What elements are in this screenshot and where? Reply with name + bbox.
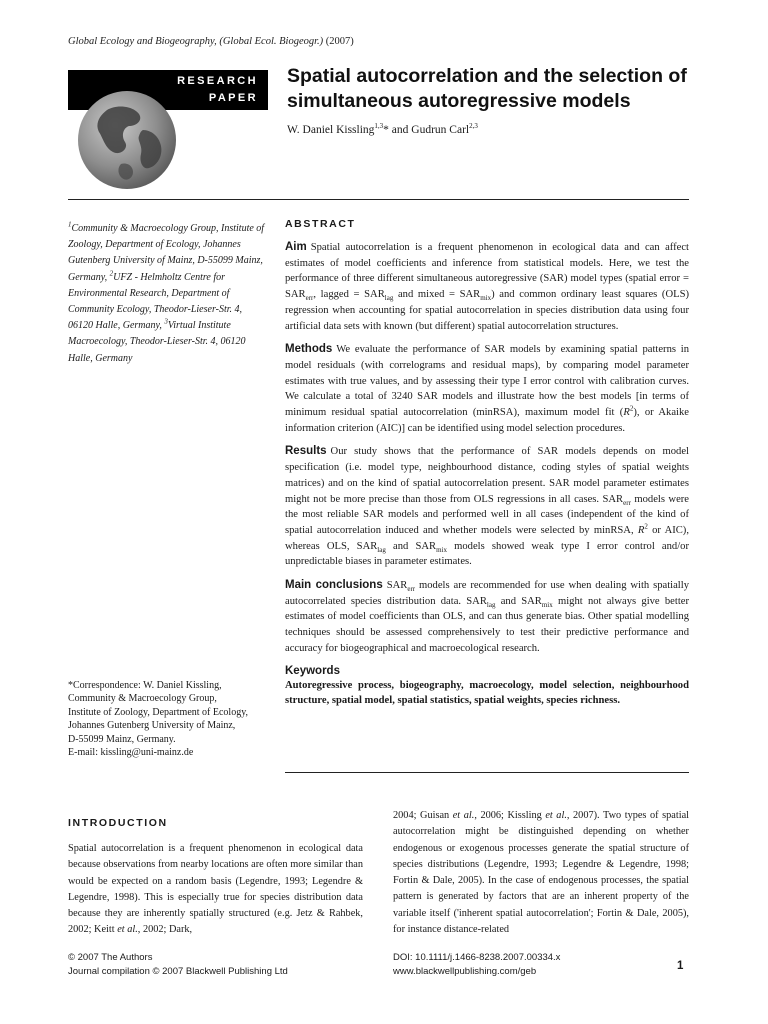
abstract-conclusions bbox=[285, 578, 689, 657]
correspondence-line: D-55099 Mainz, Germany. bbox=[68, 733, 176, 745]
author-conjunction: and bbox=[388, 124, 412, 136]
page-number: 1 bbox=[677, 960, 684, 972]
doi-text: DOI: 10.1111/j.1466-8238.2007.00334.x bbox=[393, 952, 561, 963]
correspondence-block bbox=[68, 679, 268, 759]
badge-line-1: RESEARCH bbox=[177, 75, 258, 87]
et-al: et al. bbox=[452, 810, 475, 821]
journal-year: (2007) bbox=[325, 36, 354, 47]
author-name: W. Daniel Kissling bbox=[287, 124, 375, 136]
abstract-text: ) and common ordinary least squares (OLS) regression when accounting for spatial autocorrelation in species distribution data using four artificial data sets with known (but different) spatial autocorrelation structures. bbox=[285, 289, 689, 332]
abstract-text: ), or Akaike information criterion (AIC)] can be identified using model selection procedures. bbox=[285, 407, 689, 434]
abstract-section bbox=[285, 218, 689, 709]
abstract-heading: ABSTRACT bbox=[285, 218, 356, 230]
subscript: err bbox=[305, 294, 314, 303]
abstract-text: Our study shows that the performance of SAR models depends on model specification (i.e. model type, neighbourhood distance, coding styles of spatial weights matrices) and on the kind of spatial autocorrelation present. SAR model parameter estimates might not be more precise than those from OLS regressions in all cases. SAR bbox=[285, 446, 689, 505]
superscript: 2 bbox=[644, 522, 648, 531]
abstract-text: models were the most reliable SAR models and performed well in all cases (independent of the kind of spatial autocorrelation induced and whether models were selected by minRSA, bbox=[285, 493, 689, 536]
affiliation-number: 1 bbox=[68, 220, 72, 229]
globe-icon bbox=[77, 90, 177, 190]
abstract-text: and mixed = SAR bbox=[393, 289, 481, 301]
affiliation-text: UFZ - Helmholtz Centre for Environmental Research, Department of Community Ecology, Theodor-Lieser-Str. 4, 06120 Halle, Germany, bbox=[68, 271, 243, 332]
affiliation-number: 2 bbox=[109, 269, 114, 278]
affiliation-text: Virtual Institute Macroecology, Theodor-Lieser-Str. 4, 06120 Halle, Germany bbox=[68, 320, 246, 364]
affiliations bbox=[68, 221, 268, 367]
copyright-line: © 2007 The Authors bbox=[68, 952, 153, 963]
abstract-text: models are recommended for use when dealing with spatially autocorrelated species distribution data. SAR bbox=[285, 580, 689, 607]
introduction-column-2 bbox=[393, 808, 689, 938]
affiliation-text: Community & Macroecology Group, Institute of Zoology, Department of Ecology, Johannes Gutenberg University of Mainz, D-55099 Mainz, Germany, bbox=[68, 223, 265, 283]
abstract-divider bbox=[285, 772, 689, 773]
r-squared-symbol: R bbox=[623, 407, 630, 419]
et-al: et al. bbox=[545, 810, 567, 821]
body-text: , 2007). Two types of spatial autocorrelation might be distinguished depending on whether endogenous or exogenous processes generate the spatial structure of species distributions (Legendre, 1993; Legendre & Legendre, 1998; Fortin & Dale, 2005). In the case of endogenous processes, the spatial pattern is generated by factors that are an inherent property of the variable itself ('inherent spatial autocorrelation'; Fortin & Dale, 2005), for instance distance-related bbox=[393, 810, 689, 936]
author-affiliation-mark: 2,3 bbox=[469, 122, 478, 131]
correspondence-line: Institute of Zoology, Department of Ecology, bbox=[68, 706, 249, 718]
abstract-results bbox=[285, 444, 689, 570]
keywords-list: Autoregressive process, biogeography, macroecology, model selection, neighbourhood structure, spatial model, spatial statistics, spatial weights, species richness. bbox=[285, 679, 689, 707]
conclusions-label: Main conclusions bbox=[285, 579, 383, 592]
et-al: et al. bbox=[117, 924, 138, 936]
body-text: , 2006; Kissling bbox=[474, 810, 546, 821]
abstract-text: We evaluate the performance of SAR models by examining spatial patterns in model residuals (with correlograms and residual maps), by comparing model parameter estimates with true values, and by assessing their type I error control with calibration curves. We calculate a total of 3240 SAR models and illustrate how the best models [in terms of minimum residual spatial autocorrelation (minRSA), maximum model fit ( bbox=[285, 344, 689, 419]
author-affiliation-mark: 1,3 bbox=[374, 122, 384, 131]
abstract-text: SAR bbox=[386, 580, 408, 592]
results-label: Results bbox=[285, 445, 327, 458]
journal-header bbox=[68, 36, 354, 47]
abstract-aim bbox=[285, 240, 689, 334]
journal-name: Global Ecology and Biogeography, (Global Ecol. Biogeogr.) bbox=[68, 36, 324, 47]
introduction-column-1 bbox=[68, 817, 363, 939]
correspondence-email: E-mail: kissling@uni-mainz.de bbox=[68, 747, 194, 759]
body-text: , 2002; Dark, bbox=[137, 924, 193, 936]
paper-title: Spatial autocorrelation and the selection of simultaneous autoregressive models bbox=[287, 65, 687, 112]
introduction-heading: INTRODUCTION bbox=[68, 817, 168, 829]
body-text: Spatial autocorrelation is a frequent phenomenon in ecological data because observations from nearby locations are often more similar than would be expected on a random basis (Legendre, 1993; Legendre & Legendre, 1998). This is especially true for species distribution data because they are inherently spatially structured (e.g. Jetz & Rahbek, 2002; Keitt bbox=[68, 843, 363, 936]
abstract-text: , lagged = SAR bbox=[313, 289, 385, 301]
subscript: lag bbox=[377, 545, 386, 554]
badge-line-2: PAPER bbox=[208, 92, 258, 104]
subscript: lag bbox=[384, 294, 394, 303]
subscript: mix bbox=[480, 294, 492, 303]
subscript: lag bbox=[486, 600, 496, 609]
footer-doi bbox=[393, 951, 560, 978]
correspondence-line: Community & Macroecology Group, bbox=[68, 693, 217, 705]
abstract-text: might not always give better estimates of model coefficients than OLS, and can thus generate bias. Other spatial modelling techniques should be assessed comprehensively to test their predictive performance and accuracy for biogeographical and macroecological research. bbox=[285, 595, 689, 654]
subscript: mix bbox=[436, 545, 447, 554]
keywords-heading: Keywords bbox=[285, 664, 340, 677]
aim-label: Aim bbox=[285, 241, 307, 253]
affiliation-number: 3 bbox=[164, 317, 168, 326]
journal-url-link[interactable]: www.blackwellpublishing.com/geb bbox=[393, 965, 537, 977]
abstract-text: models showed weak type I error control and/or unpredictable biases in parameter estimates. bbox=[285, 540, 689, 568]
abstract-text: and SAR bbox=[495, 595, 542, 607]
r-squared-symbol: R bbox=[637, 524, 645, 536]
superscript: 2 bbox=[629, 404, 634, 413]
abstract-text: and SAR bbox=[385, 540, 437, 552]
body-text: 2004; Guisan bbox=[393, 810, 453, 821]
abstract-text: Spatial autocorrelation is a frequent phenomenon in ecological data and can affect estimates of model coefficients and inference from statistical models. Here, we test the performance of three different simultaneous autoregressive (SAR) model types (spatial error = SAR bbox=[285, 242, 689, 301]
author-name: Gudrun Carl bbox=[411, 124, 470, 136]
header-divider bbox=[68, 199, 689, 200]
introduction-paragraph-continued bbox=[393, 808, 689, 938]
abstract-methods bbox=[285, 342, 689, 436]
footer-copyright bbox=[68, 951, 288, 978]
introduction-paragraph bbox=[68, 841, 363, 939]
compilation-line: Journal compilation © 2007 Blackwell Publishing Ltd bbox=[68, 965, 288, 977]
correspondence-line: *Correspondence: W. Daniel Kissling, bbox=[68, 680, 222, 691]
subscript: err bbox=[623, 498, 631, 507]
correspondence-line: Johannes Gutenberg University of Mainz, bbox=[68, 720, 236, 732]
subscript: err bbox=[407, 585, 416, 594]
corresponding-author-mark: * bbox=[383, 124, 389, 136]
abstract-text: or AIC), whereas OLS, SAR bbox=[285, 524, 689, 552]
methods-label: Methods bbox=[285, 343, 333, 356]
author-list bbox=[287, 124, 478, 136]
subscript: mix bbox=[541, 600, 553, 609]
